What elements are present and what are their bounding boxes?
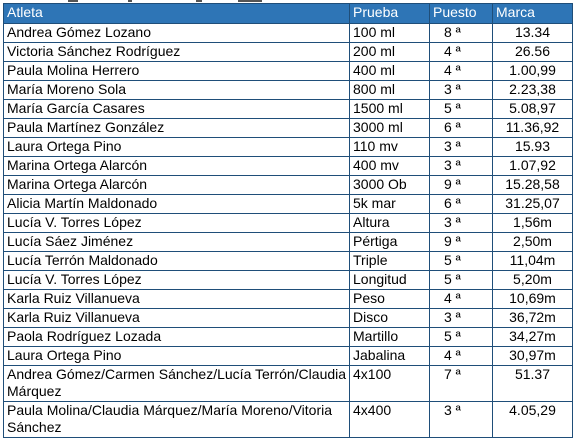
event-cell: Altura [350,214,430,233]
table-row [4,119,573,138]
table-row [4,233,573,252]
place-cell: 7 ª [430,366,493,402]
event-cell: 110 mv [350,138,430,157]
event-cell: Jabalina [350,347,430,366]
mark-cell: 31.25,07 [493,195,573,214]
table-row [4,252,573,271]
mark-cell: 1.00,99 [493,62,573,81]
mark-cell: 51.37 [493,366,573,402]
mark-cell: 1.07,92 [493,157,573,176]
place-cell: 9 ª [430,176,493,195]
mark-cell: 2.23,38 [493,81,573,100]
place-cell: 4 ª [430,62,493,81]
athlete-cell: María Moreno Sola [4,81,350,100]
event-cell: 5k mar [350,195,430,214]
event-cell: 4x400 [350,402,430,438]
results-table [3,3,573,438]
table-row [4,195,573,214]
place-cell: 5 ª [430,328,493,347]
event-cell: Disco [350,309,430,328]
place-cell: 3 ª [430,309,493,328]
event-cell: Longitud [350,271,430,290]
athlete-cell: Alicia Martín Maldonado [4,195,350,214]
mark-cell: 2,50m [493,233,573,252]
event-cell: Peso [350,290,430,309]
mark-cell: 13.34 [493,24,573,43]
event-cell: 400 mv [350,157,430,176]
event-cell: 100 ml [350,24,430,43]
athlete-cell: Victoria Sánchez Rodríguez [4,43,350,62]
mark-cell: 11.36,92 [493,119,573,138]
mark-cell: 30,97m [493,347,573,366]
mark-cell: 15.28,58 [493,176,573,195]
mark-cell: 26.56 [493,43,573,62]
mark-cell: 34,27m [493,328,573,347]
athlete-cell: Andrea Gómez Lozano [4,24,350,43]
table-row [4,62,573,81]
event-cell: 3000 ml [350,119,430,138]
event-cell: 400 ml [350,62,430,81]
place-cell: 8 ª [430,24,493,43]
athlete-cell: María García Casares [4,100,350,119]
table-row [4,24,573,43]
athlete-cell: Marina Ortega Alarcón [4,176,350,195]
athlete-cell: Lucía V. Torres López [4,214,350,233]
table-row [4,366,573,402]
place-cell: 6 ª [430,119,493,138]
place-cell: 5 ª [430,100,493,119]
mark-cell: 15.93 [493,138,573,157]
athlete-cell: Paola Rodríguez Lozada [4,328,350,347]
table-row [4,214,573,233]
place-cell: 5 ª [430,252,493,271]
column-header-athlete: Atleta [4,4,350,24]
event-cell: 1500 ml [350,100,430,119]
mark-cell: 10,69m [493,290,573,309]
column-header-event: Prueba [350,4,430,24]
column-header-place: Puesto [430,4,493,24]
place-cell: 3 ª [430,81,493,100]
table-row [4,290,573,309]
mark-cell: 36,72m [493,309,573,328]
table-row [4,81,573,100]
event-cell: Martillo [350,328,430,347]
event-cell: Pértiga [350,233,430,252]
results-table-header [4,4,573,24]
header-row [4,4,573,24]
table-row [4,157,573,176]
place-cell: 4 ª [430,347,493,366]
column-header-mark: Marca [493,4,573,24]
cropped-text-fragment [68,0,78,2]
mark-cell: 5.08,97 [493,100,573,119]
athlete-cell: Karla Ruiz Villanueva [4,290,350,309]
athlete-cell: Paula Martínez González [4,119,350,138]
athlete-cell: Paula Molina/Claudia Márquez/María Moreno/Vitoria Sánchez [4,402,350,438]
place-cell: 3 ª [430,138,493,157]
athlete-cell: Paula Molina Herrero [4,62,350,81]
place-cell: 4 ª [430,43,493,62]
mark-cell: 4.05,29 [493,402,573,438]
athlete-cell: Lucía V. Torres López [4,271,350,290]
event-cell: 800 ml [350,81,430,100]
table-row [4,309,573,328]
mark-cell: 11,04m [493,252,573,271]
place-cell: 3 ª [430,214,493,233]
cropped-text-fragment [196,0,202,2]
table-row [4,347,573,366]
athlete-cell: Lucía Sáez Jiménez [4,233,350,252]
table-row [4,100,573,119]
event-cell: 3000 Ob [350,176,430,195]
table-row [4,402,573,438]
place-cell: 3 ª [430,402,493,438]
table-row [4,271,573,290]
results-table-body [4,24,573,438]
athlete-cell: Andrea Gómez/Carmen Sánchez/Lucía Terrón/Claudia Márquez [4,366,350,402]
mark-cell: 5,20m [493,271,573,290]
table-row [4,176,573,195]
athlete-cell: Marina Ortega Alarcón [4,157,350,176]
place-cell: 5 ª [430,271,493,290]
place-cell: 9 ª [430,233,493,252]
athlete-cell: Karla Ruiz Villanueva [4,309,350,328]
cropped-text-fragment [238,0,262,2]
place-cell: 4 ª [430,290,493,309]
cropped-text-fragment [128,0,132,2]
event-cell: 200 ml [350,43,430,62]
event-cell: Triple [350,252,430,271]
mark-cell: 1,56m [493,214,573,233]
athlete-cell: Lucía Terrón Maldonado [4,252,350,271]
event-cell: 4x100 [350,366,430,402]
table-row [4,328,573,347]
table-row [4,43,573,62]
athlete-cell: Laura Ortega Pino [4,347,350,366]
place-cell: 3 ª [430,157,493,176]
athlete-cell: Laura Ortega Pino [4,138,350,157]
table-row [4,138,573,157]
place-cell: 6 ª [430,195,493,214]
